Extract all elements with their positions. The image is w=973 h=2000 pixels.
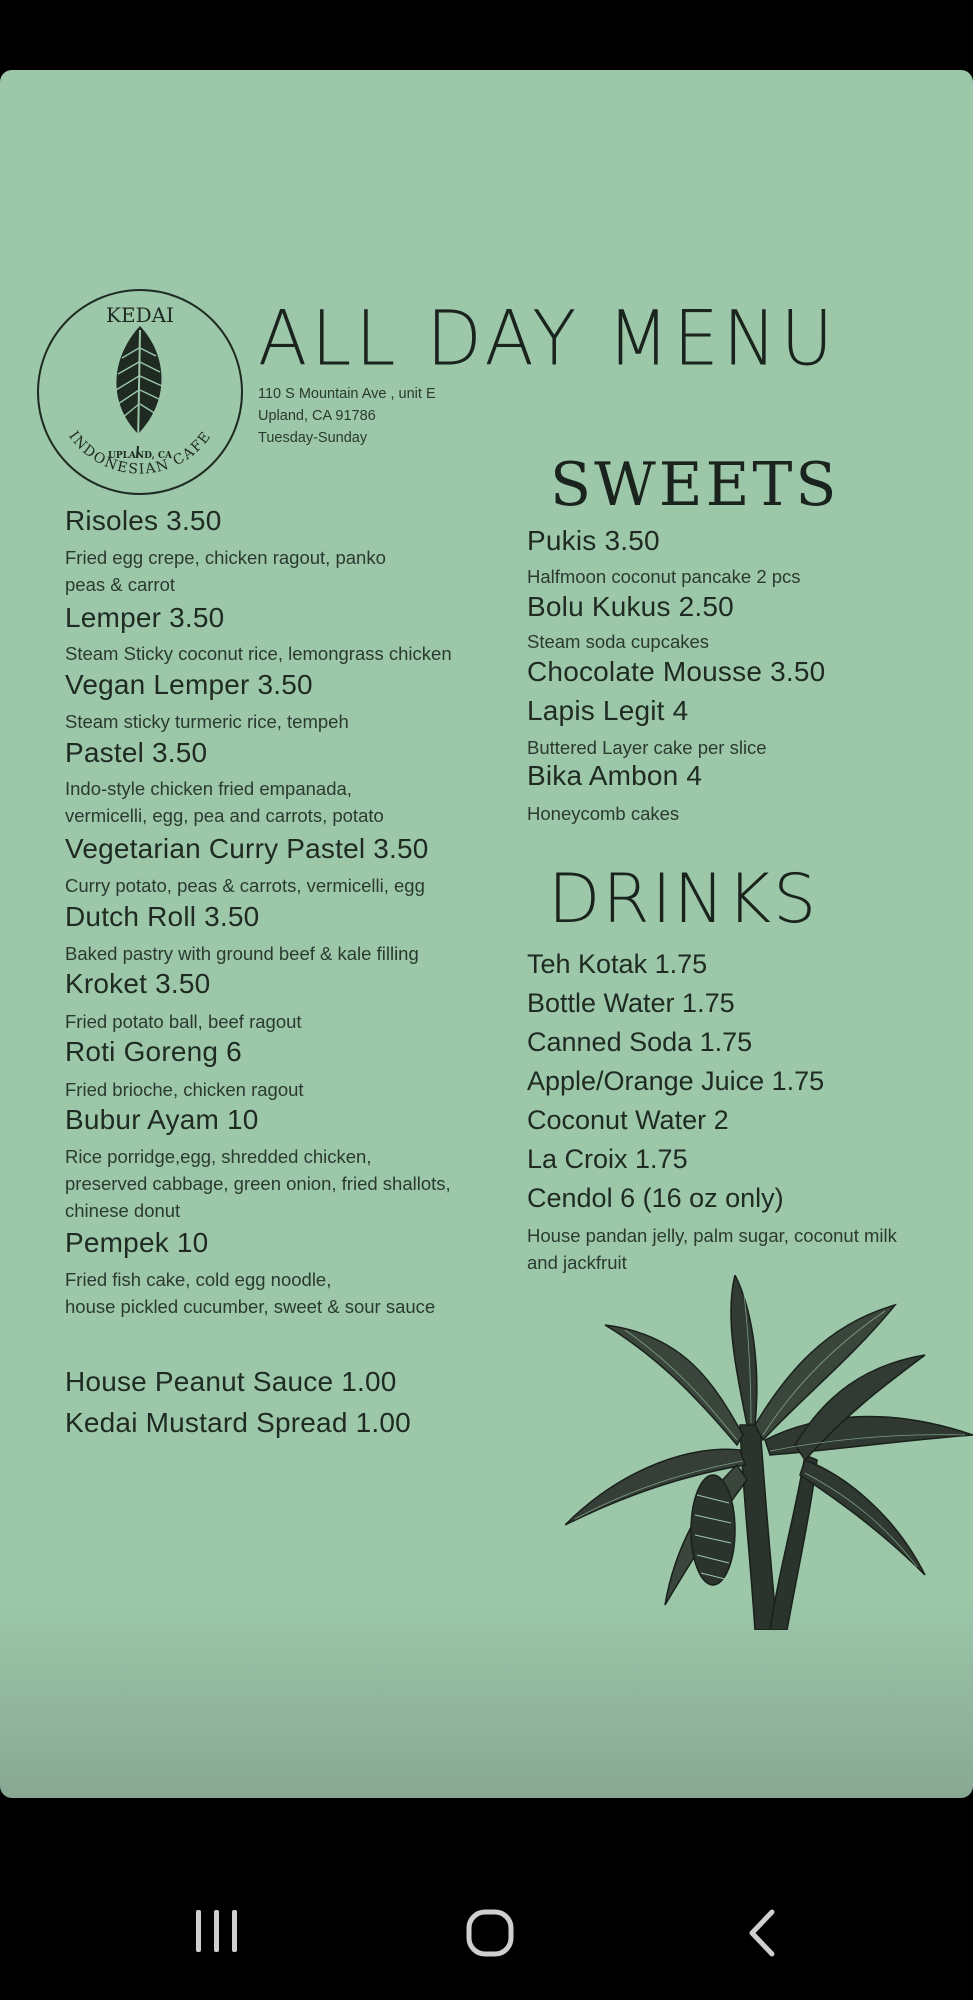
menu-item-name: Kroket 3.50 [65,968,211,999]
drink-note: House pandan jelly, palm sugar, coconut milk [527,1225,897,1246]
banana-plant-illustration [565,1275,973,1630]
extra-item: House Peanut Sauce 1.00 [65,1366,397,1397]
drink-item: La Croix 1.75 [527,1144,688,1174]
sweets-heading: SWEETS [550,450,840,520]
drink-item: Teh Kotak 1.75 [527,949,708,979]
back-icon[interactable] [744,1908,780,1958]
menu-item-name: Vegetarian Curry Pastel 3.50 [65,833,429,864]
menu-item-name: Pempek 10 [65,1227,209,1258]
menu-item-name: Pastel 3.50 [65,737,208,768]
drink-item: Coconut Water 2 [527,1105,729,1135]
address-block [258,383,436,449]
sweet-item-name: Pukis 3.50 [527,525,660,556]
menu-item-desc: chinese donut [65,1200,181,1221]
menu-title: ALL DAY MENU [258,294,838,383]
address-line1: 110 S Mountain Ave , unit E [258,386,436,402]
hours: Tuesday-Sunday [258,430,368,446]
menu-item-name: Roti Goreng 6 [65,1036,242,1067]
menu-item-desc: house pickled cucumber, sweet & sour sauce [65,1296,436,1317]
address-line2: Upland, CA 91786 [258,408,376,424]
sweet-item-name: Lapis Legit 4 [527,695,689,726]
sweet-item-desc: Honeycomb cakes [527,803,680,824]
kedai-logo [34,286,246,498]
menu-item-desc: preserved cabbage, green onion, fried shallots, [65,1173,451,1194]
menu-item-desc: Curry potato, peas & carrots, vermicelli, egg [65,875,425,896]
menu-item-name: Dutch Roll 3.50 [65,901,260,932]
menu-item-desc: Steam sticky turmeric rice, tempeh [65,711,349,732]
menu-item-desc: vermicelli, egg, pea and carrots, potato [65,805,384,826]
drink-item: Bottle Water 1.75 [527,988,735,1018]
sweet-item-name: Bika Ambon 4 [527,760,703,791]
home-icon[interactable] [465,1908,515,1958]
menu-image [0,70,973,1798]
menu-item-name: Bubur Ayam 10 [65,1104,259,1135]
menu-item-desc: Indo-style chicken fried empanada, [65,778,352,799]
drink-item: Apple/Orange Juice 1.75 [527,1066,825,1096]
menu-item-desc: Fried egg crepe, chicken ragout, panko [65,547,386,568]
drink-item: Canned Soda 1.75 [527,1027,753,1057]
sweet-item-name: Chocolate Mousse 3.50 [527,656,826,687]
drink-note: and jackfruit [527,1252,627,1273]
drinks-heading: DRINKS [548,860,819,939]
sweet-item-desc: Steam soda cupcakes [527,631,710,652]
sweet-item-desc: Buttered Layer cake per slice [527,737,767,758]
menu-item-desc: Baked pastry with ground beef & kale filling [65,943,419,964]
menu-item-desc: Rice porridge,egg, shredded chicken, [65,1146,372,1167]
recents-icon[interactable] [193,1906,241,1956]
drink-item: Cendol 6 (16 oz only) [527,1183,784,1213]
logo-city: UPLAND, CA [107,451,173,461]
menu-item-desc: Fried brioche, chicken ragout [65,1079,304,1100]
menu-item-desc: Fried fish cake, cold egg noodle, [65,1269,332,1290]
logo-top-text: KEDAI [106,303,174,327]
leaf-icon [116,326,162,458]
menu-item-name: Risoles 3.50 [65,505,222,536]
sweet-item-name: Bolu Kukus 2.50 [527,591,734,622]
menu-item-desc: Steam Sticky coconut rice, lemongrass chicken [65,643,452,664]
menu-item-desc: Fried potato ball, beef ragout [65,1011,302,1032]
menu-item-name: Lemper 3.50 [65,602,225,633]
sweet-item-desc: Halfmoon coconut pancake 2 pcs [527,566,801,587]
menu-item-desc: peas & carrot [65,574,176,595]
extra-item: Kedai Mustard Spread 1.00 [65,1407,411,1438]
menu-item-name: Vegan Lemper 3.50 [65,669,313,700]
logo-arc-text: INDONESIAN CAFE [65,428,215,478]
system-navigation-bar [0,1798,973,2000]
